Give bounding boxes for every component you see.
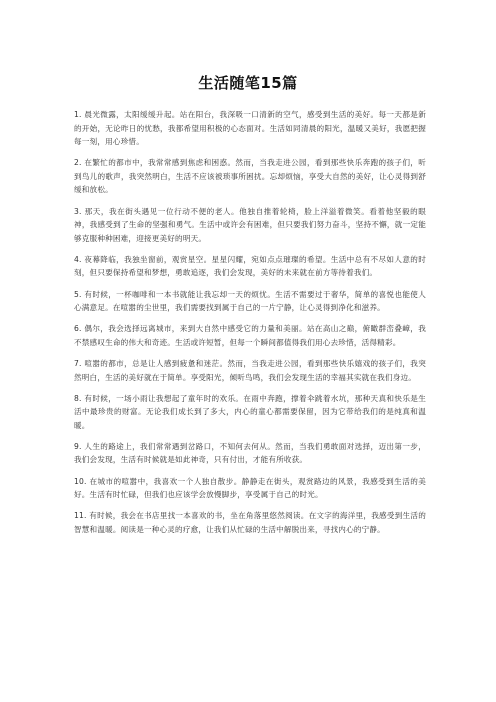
paragraph-4: 4. 夜幕降临，我独坐窗前，观赏星空。星星闪耀，宛如点点璀璨的希望。生活中总有不尽如人意的时刻，但只要保持希望和梦想，勇敢追逐，我们会发现，美好的未来就在前方等待着我们。 [74, 254, 426, 278]
paragraph-11: 11. 有时候，我会在书店里找一本喜欢的书，坐在角落里悠然阅读。在文字的海洋里，我感受到生活的智慧和温暖。阅读是一种心灵的疗愈，让我们从忙碌的生活中解脱出来，寻找内心的宁静。 [74, 511, 426, 534]
paragraph-8: 8. 有时候，一场小雨让我想起了童年时的欢乐。在雨中奔跑，撑着伞跳着水坑，那种天真和快乐是生活中最珍贵的财富。无论我们成长到了多大，内心的童心都需要保留，因为它带给我们的是纯真和温暖。 [74, 393, 426, 430]
paragraph-5: 5. 有时候，一杯咖啡和一本书就能让我忘却一天的烦忧。生活不需要过于奢华，简单的喜悦也能使人心满意足。在喧嚣的尘世里，我们需要找到属于自己的一片宁静，让心灵得到净化和滋养。 [74, 289, 426, 313]
paragraph-2: 2. 在繁忙的都市中，我常常感到焦虑和困惑。然而，当我走进公园，看到那些快乐奔跑的孩子们，听到鸟儿的歌声，我突然明白，生活不应该被琐事所困扰。忘却烦恼，享受大自然的美好，让心灵得到舒缓和放松。 [74, 158, 426, 195]
paragraph-6: 6. 偶尔，我会选择远离城市，来到大自然中感受它的力量和美丽。站在高山之巅，俯瞰群峦叠嶂，我不禁感叹生命的伟大和奇迹。生活或许短暂，但每一个瞬间都值得我们用心去珍惜，活得精彩。 [74, 324, 426, 347]
document-body [74, 108, 426, 544]
paragraph-9: 9. 人生的路途上，我们常常遇到岔路口，不知何去何从。然而，当我们勇敢面对选择，迈出第一步，我们会发现，生活有时候就是如此神奇，只有付出，才能有所收获。 [74, 441, 426, 465]
paragraph-1: 1. 晨光微露，太阳缓缓升起。站在阳台，我深吸一口清新的空气，感受到生活的美好。每一天都是新的开始，无论昨日的忧愁，我都希望用积极的心态面对。生活如同清晨的阳光，温暖又美好，我愿把握每一刻，用心珍惜。 [74, 110, 426, 147]
paragraph-7: 7. 喧嚣的都市，总是让人感到疲惫和迷茫。然而，当我走进公园，看到那些快乐嬉戏的孩子们，我突然明白，生活的美好就在于简单。享受阳光，倾听鸟鸣，我们会发现生活的幸福其实就在我们身边。 [74, 358, 426, 382]
document-title: 生活随笔15篇 [198, 74, 298, 92]
paragraph-3: 3. 那天，我在街头遇见一位行动不便的老人。他独自推着轮椅，脸上洋溢着微笑。看着他坚毅的眼神，我感受到了生命的坚强和勇气。生活中或许会有困难，但只要我们努力奋斗，坚持不懈，就一定能够克服种种困难，迎接更美好的明天。 [74, 206, 426, 243]
paragraph-10: 10. 在城市的喧嚣中，我喜欢一个人独自散步。静静走在街头，观赏路边的风景，我感受到生活的美好。生活有时忙碌，但我们也应该学会放慢脚步，享受属于自己的时光。 [74, 476, 426, 500]
